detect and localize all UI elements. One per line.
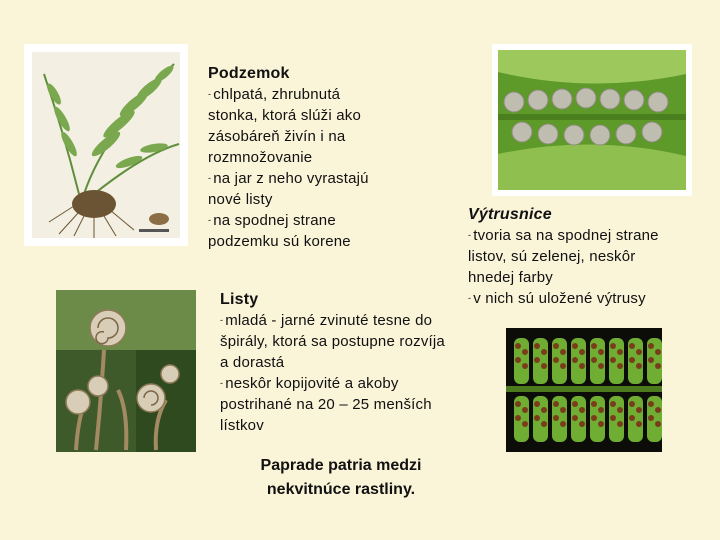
- brown-sorus: [560, 363, 566, 369]
- brown-sorus: [572, 343, 578, 349]
- summary-line-2: nekvitnúce rastliny.: [266, 481, 416, 498]
- bullet-dash: -: [208, 89, 212, 99]
- sporangia-heading: Výtrusnice: [468, 206, 552, 223]
- brown-sorus: [553, 343, 559, 349]
- leaves-line-text: lístkov: [220, 417, 264, 434]
- brown-sorus: [629, 401, 635, 407]
- sporangia-line-text: listov, sú zelenej, neskôr: [468, 248, 636, 265]
- fern-illustration-graphic: [24, 44, 188, 246]
- brown-sorus: [579, 421, 585, 427]
- brown-sorus: [629, 415, 635, 421]
- brown-sorus: [522, 421, 528, 427]
- brown-sorus: [648, 401, 654, 407]
- brown-sorus: [560, 349, 566, 355]
- bullet-dash: -: [208, 173, 212, 183]
- sorus-cluster: [538, 124, 558, 144]
- sorus-cluster: [576, 88, 596, 108]
- leaves-line-text: postrihané na 20 – 25 menších: [220, 396, 432, 413]
- brown-sorus: [655, 421, 661, 427]
- rhizome-line-text: zásobáreň živín i na: [208, 128, 346, 145]
- rhizome-line-text: nové listy: [208, 191, 273, 208]
- brown-sorus: [579, 407, 585, 413]
- brown-sorus: [553, 415, 559, 421]
- leaves-line: [220, 310, 445, 331]
- bullet-dash: -: [220, 315, 224, 325]
- rhizome-heading: Podzemok: [208, 65, 290, 82]
- sorus-cluster: [600, 89, 620, 109]
- rhizome-line-text: na spodnej strane: [213, 212, 336, 229]
- leaves-description: [220, 310, 445, 436]
- rhizome-line: [208, 105, 369, 126]
- rhizome-line: [208, 189, 369, 210]
- rhizome-line: [208, 126, 369, 147]
- brown-sorus: [515, 415, 521, 421]
- leaves-line: [220, 331, 445, 352]
- brown-sorus: [648, 357, 654, 363]
- brown-sorus: [610, 415, 616, 421]
- brown-sorus: [515, 357, 521, 363]
- sporangia-line: [468, 246, 659, 267]
- brown-sorus: [572, 357, 578, 363]
- brown-sorus: [610, 401, 616, 407]
- brown-sorus: [534, 343, 540, 349]
- brown-sorus: [655, 363, 661, 369]
- brown-sorus: [629, 343, 635, 349]
- brown-sorus: [522, 407, 528, 413]
- fiddlehead-photo: [56, 290, 196, 452]
- leaves-line: [220, 352, 445, 373]
- brown-sorus: [636, 349, 642, 355]
- brown-sorus: [598, 349, 604, 355]
- brown-sorus: [648, 415, 654, 421]
- rhizome-section: [208, 64, 369, 252]
- brown-sorus: [534, 415, 540, 421]
- rhizome-description: [208, 84, 369, 252]
- brown-sorus: [591, 401, 597, 407]
- brown-sorus: [655, 407, 661, 413]
- brown-sorus: [515, 343, 521, 349]
- sorus-cluster: [552, 89, 572, 109]
- brown-sorus: [648, 343, 654, 349]
- leaves-line-text: mladá - jarné zvinuté tesne do: [225, 312, 433, 329]
- brown-sorus: [617, 407, 623, 413]
- brown-sorus: [591, 343, 597, 349]
- sorus-cluster: [590, 125, 610, 145]
- fiddlehead-photo-graphic: [56, 290, 196, 452]
- leaves-line-text: a dorastá: [220, 354, 285, 371]
- brown-sorus: [534, 401, 540, 407]
- brown-sorus: [553, 401, 559, 407]
- brown-sorus: [655, 349, 661, 355]
- brown-sorus: [591, 357, 597, 363]
- rhizome-line-text: podzemku sú korene: [208, 233, 351, 250]
- bullet-dash: -: [468, 230, 472, 240]
- brown-sorus: [579, 349, 585, 355]
- fern-rhizome-illustration: [24, 44, 188, 246]
- brown-sorus: [541, 421, 547, 427]
- brown-sorus: [610, 343, 616, 349]
- sporangia-line-text: tvoria sa na spodnej strane: [473, 227, 659, 244]
- brown-sorus: [560, 421, 566, 427]
- rhizome-line: [208, 147, 369, 168]
- brown-sorus: [553, 357, 559, 363]
- brown-sorus: [629, 357, 635, 363]
- brown-sorus: [579, 363, 585, 369]
- sporangia-line-text: v nich sú uložené výtrusy: [473, 290, 646, 307]
- rhizome-line-text: rozmnožovanie: [208, 149, 313, 166]
- brown-sorus: [617, 421, 623, 427]
- brown-sorus: [610, 357, 616, 363]
- brown-sori-photo: [506, 328, 662, 452]
- brown-sorus: [617, 349, 623, 355]
- bullet-dash: -: [208, 215, 212, 225]
- sorus-cluster: [512, 122, 532, 142]
- sporangia-line: [468, 225, 659, 246]
- sporangia-line-text: hnedej farby: [468, 269, 553, 286]
- brown-sorus: [541, 407, 547, 413]
- brown-sorus: [636, 421, 642, 427]
- sporangia-line: [468, 288, 659, 309]
- sorus-cluster: [564, 125, 584, 145]
- summary-line-1: Paprade patria medzi: [260, 457, 422, 474]
- brown-sorus: [598, 421, 604, 427]
- brown-sorus: [572, 401, 578, 407]
- brown-sorus: [598, 363, 604, 369]
- brown-sorus: [534, 357, 540, 363]
- brown-sorus: [515, 401, 521, 407]
- rhizome-line-text: chlpatá, zhrubnutá: [213, 86, 341, 103]
- brown-sori-graphic: [506, 328, 662, 452]
- summary-statement: [236, 454, 446, 502]
- rhizome-line: [208, 168, 369, 189]
- green-sori-photo: [492, 44, 692, 196]
- brown-sorus: [541, 363, 547, 369]
- brown-sorus: [560, 407, 566, 413]
- bullet-dash: -: [220, 378, 224, 388]
- rhizome-line: [208, 84, 369, 105]
- leaves-line: [220, 394, 445, 415]
- rhizome-line: [208, 231, 369, 252]
- sorus-cluster: [504, 92, 524, 112]
- bullet-dash: -: [468, 293, 472, 303]
- brown-sorus: [522, 349, 528, 355]
- brown-sorus: [591, 415, 597, 421]
- rhizome-line-text: na jar z neho vyrastajú: [213, 170, 369, 187]
- leaves-line: [220, 373, 445, 394]
- sporangia-section: [468, 205, 659, 309]
- green-sori-graphic: [492, 44, 692, 196]
- brown-sorus: [636, 363, 642, 369]
- sorus-cluster: [624, 90, 644, 110]
- brown-sorus: [522, 363, 528, 369]
- sorus-cluster: [648, 92, 668, 112]
- brown-sorus: [541, 349, 547, 355]
- leaves-heading: Listy: [220, 291, 259, 308]
- leaves-line-text: neskôr kopijovité a akoby: [225, 375, 399, 392]
- sporangia-description: [468, 225, 659, 309]
- sporangia-line: [468, 267, 659, 288]
- leaves-line-text: špirály, ktorá sa postupne rozvíja: [220, 333, 445, 350]
- sorus-cluster: [642, 122, 662, 142]
- brown-sorus: [572, 415, 578, 421]
- leaves-line: [220, 415, 445, 436]
- brown-sorus: [636, 407, 642, 413]
- rhizome-line: [208, 210, 369, 231]
- sorus-cluster: [616, 124, 636, 144]
- sorus-cluster: [528, 90, 548, 110]
- brown-sorus: [617, 363, 623, 369]
- rhizome-line-text: stonka, ktorá slúži ako: [208, 107, 362, 124]
- brown-sorus: [598, 407, 604, 413]
- leaves-section: [220, 290, 445, 436]
